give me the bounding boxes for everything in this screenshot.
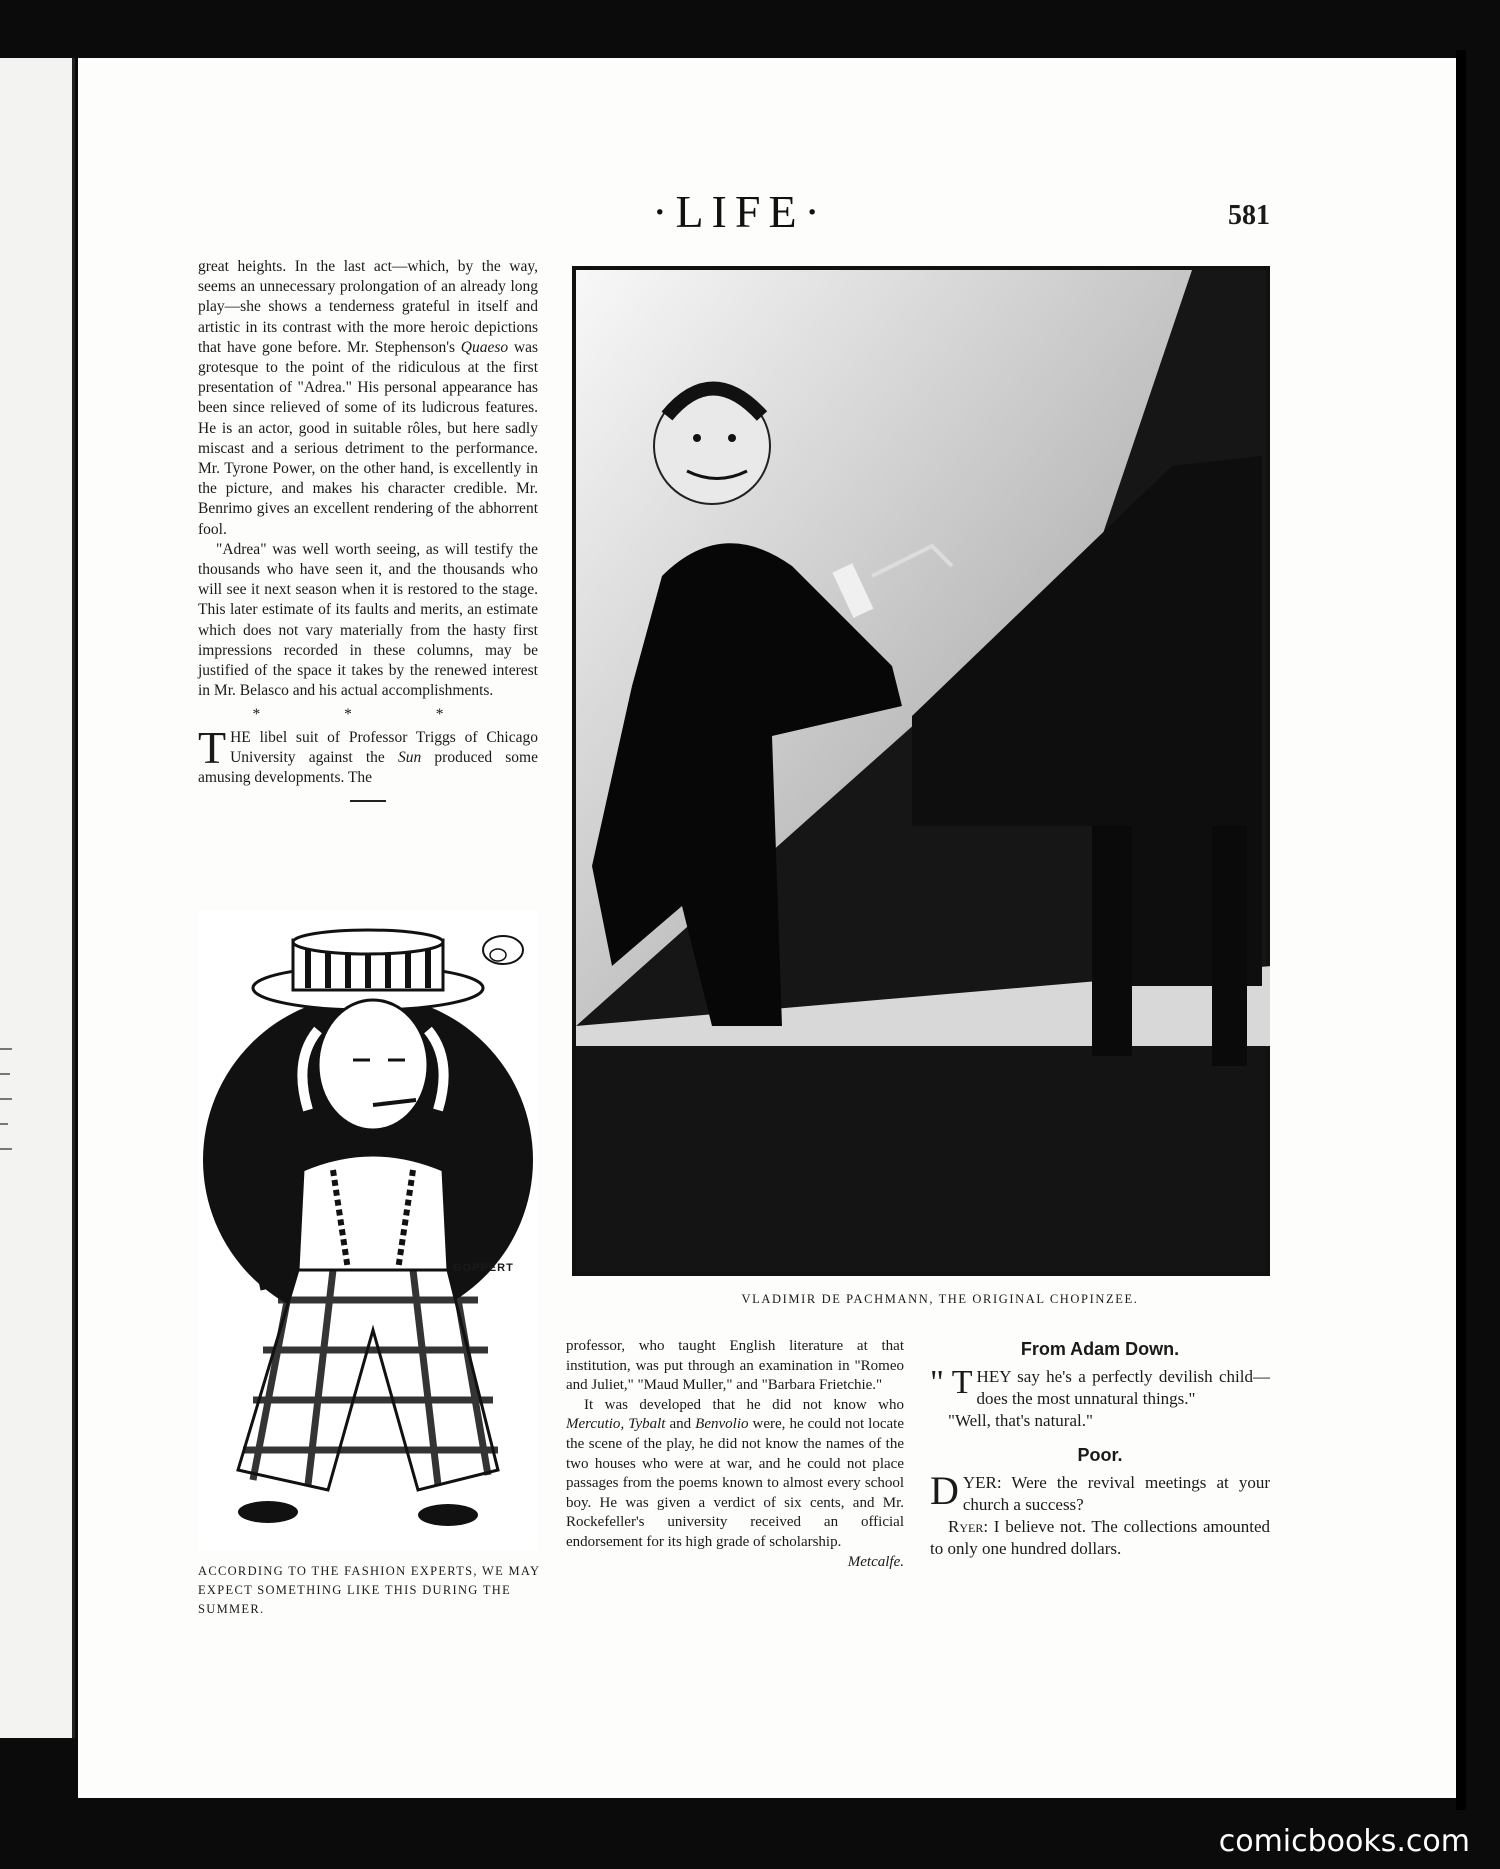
fashion-caption: ACCORDING TO THE FASHION EXPERTS, WE MAY EXPECT SOMETHING LIKE THIS DURING THE SUMMER. <box>198 1564 540 1616</box>
middle-text-column <box>566 1337 904 1572</box>
right-text-column <box>930 1338 1270 1560</box>
pachmann-illustration <box>572 266 1270 1276</box>
text-run: were, he could not locate the scene of the play, he did not know the names of the two houses who were at war, and he could not place passages from the poems known to almost every school boy. He was given a verdict of six cents, and Mr. Rockefeller's university received an official endorsement for its high grade of scholarship. <box>566 1416 904 1550</box>
paragraph <box>930 1516 1270 1560</box>
fashion-cartoon <box>198 910 538 1550</box>
masthead-title: ·LIFE· <box>652 186 828 237</box>
drop-cap: D <box>930 1468 959 1513</box>
left-text-column <box>198 257 538 802</box>
pachmann-caption: VLADIMIR DE PACHMANN, THE ORIGINAL CHOPINZEE. <box>741 1292 1139 1306</box>
text-run: HE libel suit of Professor Triggs of Chicago University against the <box>230 728 538 766</box>
speaker-name: Ryer: <box>948 1517 989 1536</box>
section-heading: From Adam Down. <box>1020 1339 1180 1359</box>
italic-text: Mercutio <box>566 1416 621 1433</box>
text-run: It was developed that he did not know who <box>584 1396 904 1413</box>
page-edge-mark <box>0 1148 12 1150</box>
drop-cap: " T <box>930 1364 973 1401</box>
page-number: 581 <box>1228 200 1270 231</box>
fashion-cartoon-drawing <box>198 910 538 1550</box>
paragraph: "Adrea" was well worth seeing, as will testify the thousands who have seen it, and the thousands who will see it next season when it is restored to the stage. This later estimate of its faults and merits, an estimate which does not vary materially from the hasty first impressions recorded in these columns, may be justified of the space it takes by the renewed interest in Mr. Belasco and his actual accomplishments. <box>198 540 538 700</box>
adjacent-page-edge <box>0 58 75 1738</box>
author-signature: Metcalfe. <box>847 1553 904 1570</box>
section-heading: Poor. <box>1077 1445 1123 1465</box>
section-separator: * * * <box>252 706 484 724</box>
text-run: YER: Were the revival meetings at your church a success? <box>962 1473 1270 1514</box>
page-edge-mark <box>0 1123 8 1125</box>
text-run: I believe not. The collections amounted to only one hundred dollars. <box>930 1517 1270 1558</box>
paragraph <box>198 721 538 789</box>
pianist-drawing <box>572 266 1270 1276</box>
italic-text: Tybalt <box>628 1416 666 1433</box>
paragraph: professor, who taught English literature at that institution, was put through an examination in "Romeo and Juliet," "Maud Muller," and "Barbara Frietchie." <box>566 1338 904 1394</box>
paragraph: "Well, that's natural." <box>948 1411 1093 1430</box>
italic-text: Sun <box>397 748 422 766</box>
paragraph <box>930 1366 1270 1410</box>
text-run: HEY say he's a perfectly devilish child—does the most unnatural things." <box>976 1367 1270 1408</box>
drop-cap: T <box>198 721 227 773</box>
paragraph <box>930 1468 1270 1516</box>
artist-signature: GOPPERT <box>453 1262 514 1274</box>
text-run: was grotesque to the point of the ridiculous at the first presentation of "Adrea." His personal appearance has been since relieved of some of its ludicrous features. He is an actor, good in suitable rôles, but here sadly miscast and a serious detriment to the performance. Mr. Tyrone Power, on the other hand, is excellently in the picture, and makes his character credible. Mr. Benrimo gives an excellent rendering of the abhorrent fool. <box>198 338 538 538</box>
text-run: , <box>620 1416 629 1433</box>
text-run: and <box>665 1416 696 1433</box>
page-edge-mark <box>0 1073 10 1075</box>
scan-border <box>1456 50 1466 1810</box>
page-edge-mark <box>0 1048 12 1050</box>
paragraph <box>566 1396 904 1553</box>
column-rule <box>350 800 386 802</box>
paragraph <box>198 257 538 540</box>
italic-text: Quaeso <box>460 338 509 356</box>
italic-text: Benvolio <box>695 1416 749 1433</box>
page-edge-mark <box>0 1098 12 1100</box>
text-run: produced some amusing developments. The <box>198 748 538 787</box>
site-watermark: comicbooks.com <box>1218 1824 1470 1859</box>
text-run: great heights. In the last act—which, by the way, seems an unnecessary prolongation of an already long play—she shows a tenderness grateful in itself and artistic in its contrast with the more heroic depictions that have gone before. Mr. Stephenson's <box>198 258 538 356</box>
